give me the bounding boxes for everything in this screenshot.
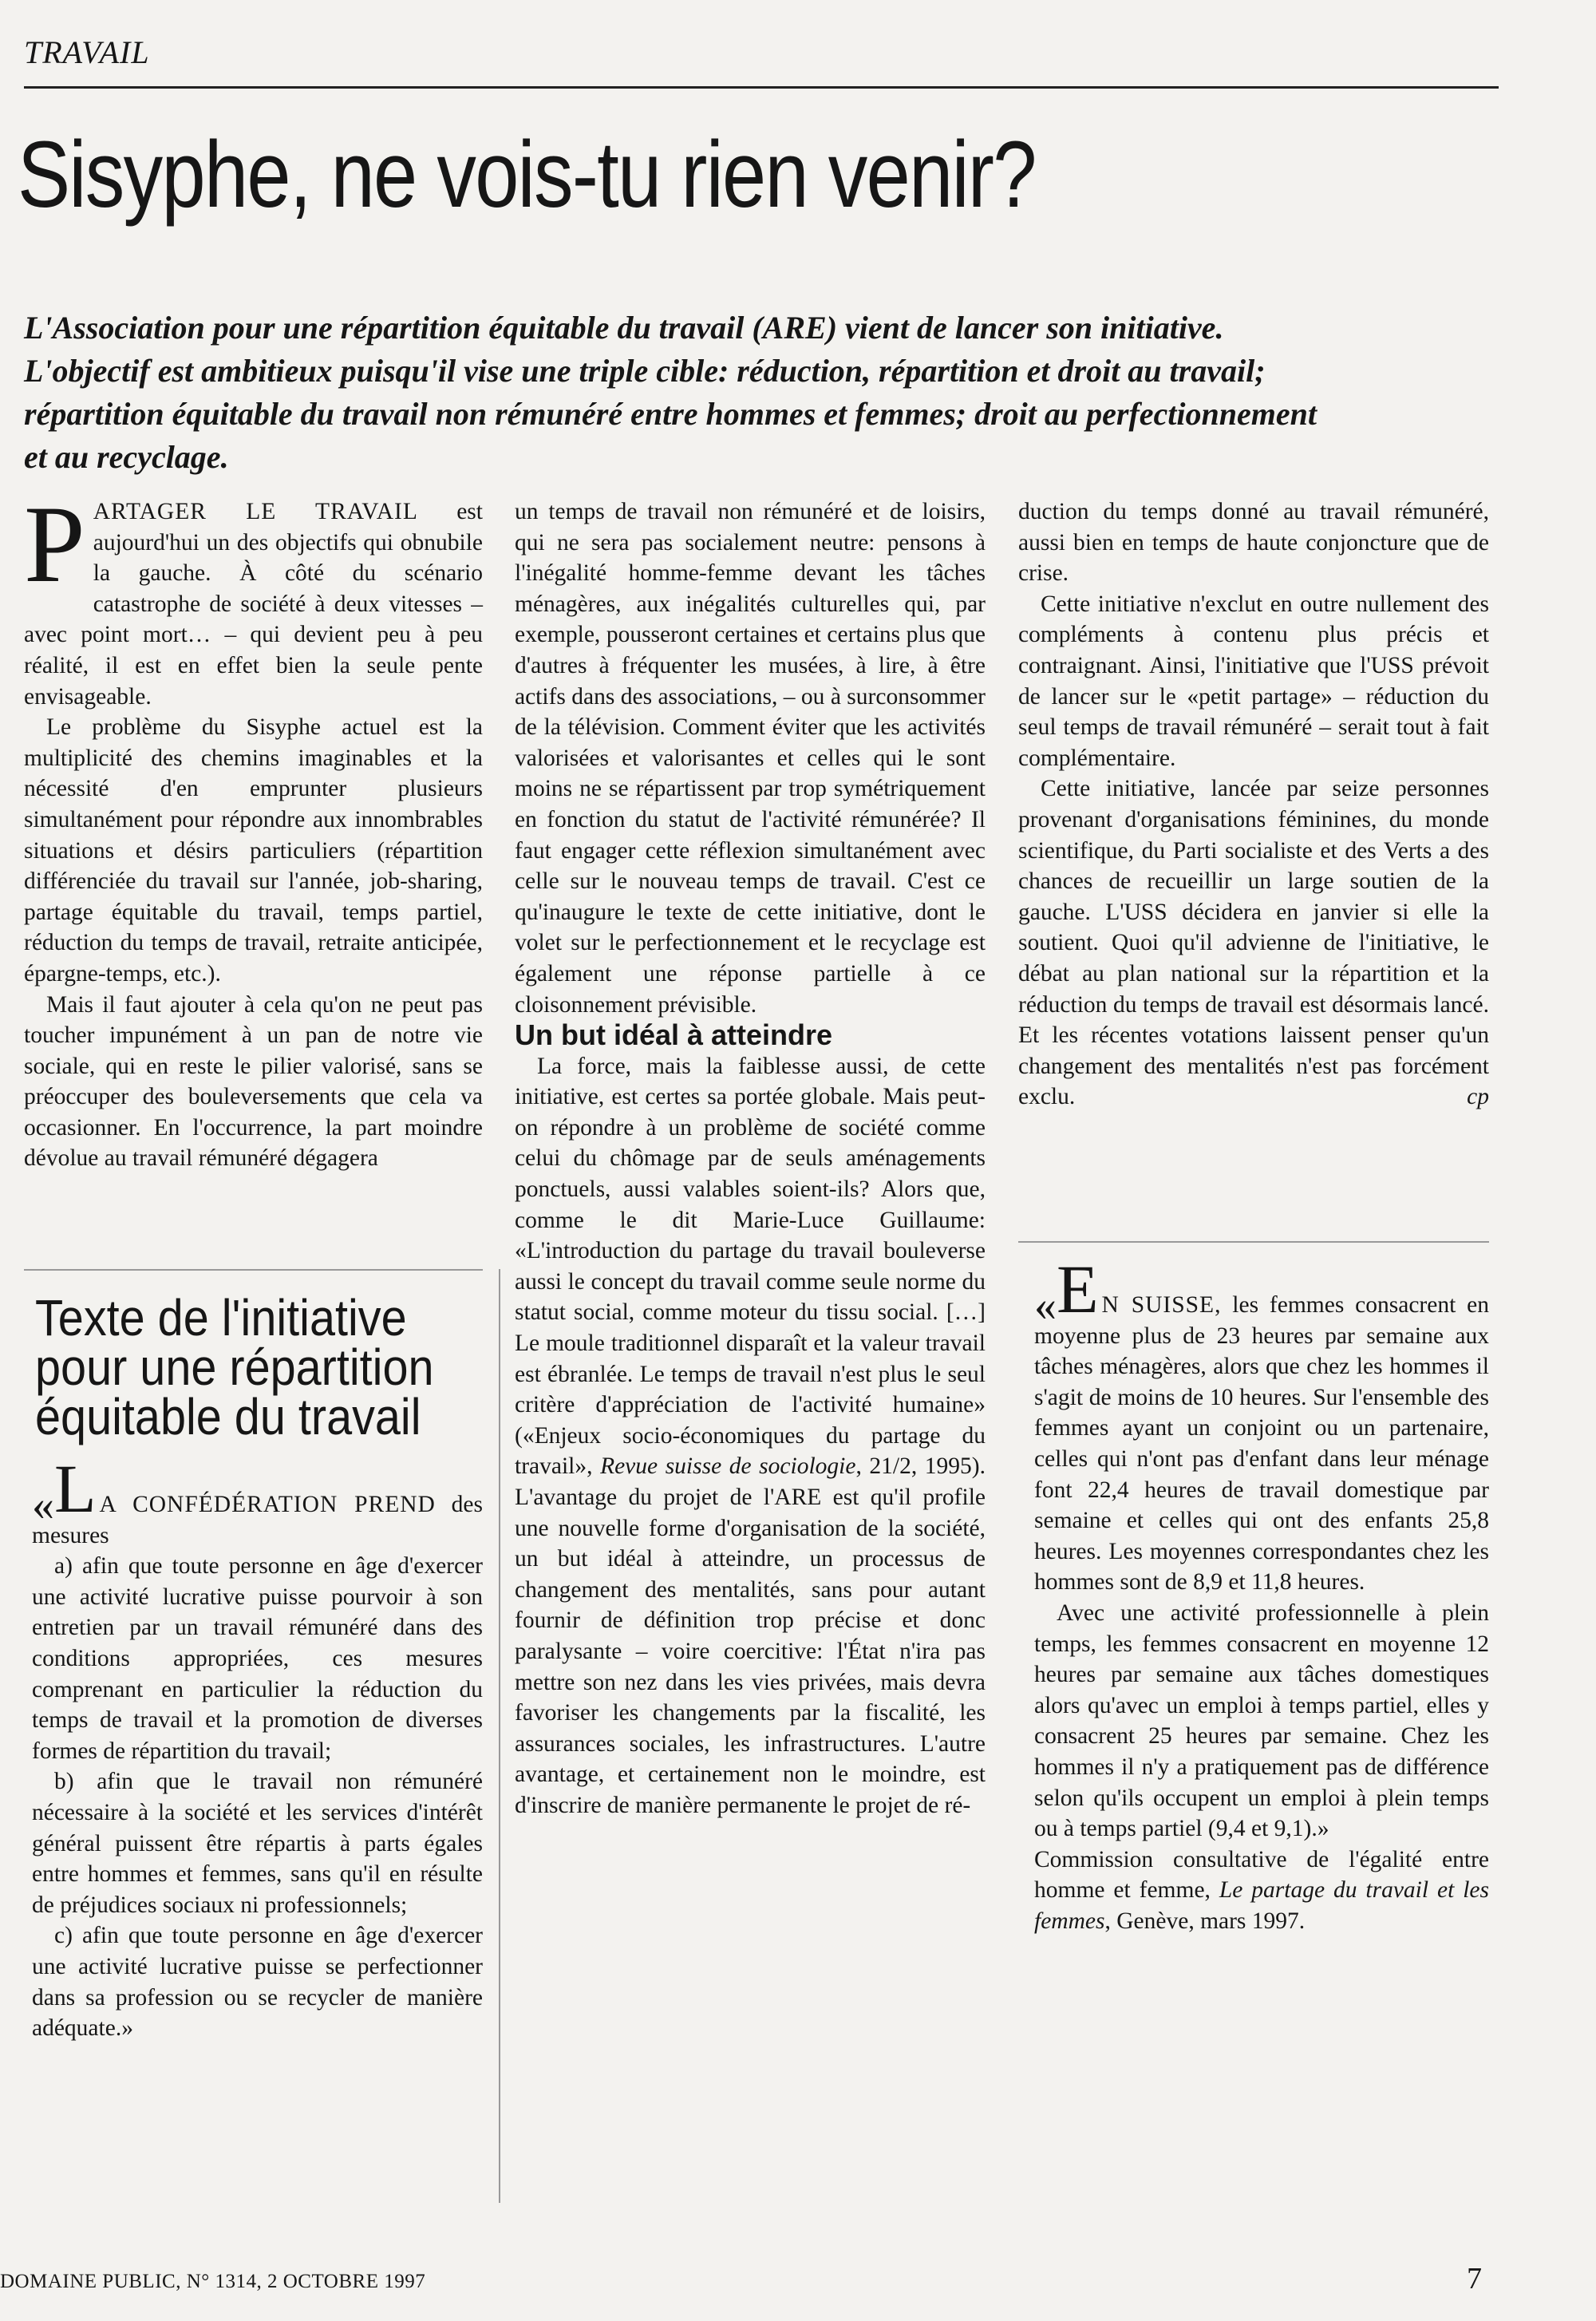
- quote-paragraph-2: Avec une activité professionnelle à plein temps, les femmes consacrent en moyenne 12 heures par semaine aux tâches domestiques alors qu'avec un emploi à temps partiel, elles y consacrent 25 heures par semaine. Chez les hommes il n'y a pratiquement pas de différence selon qu'ils occupent un emploi à plein temps ou à temps partiel (9,4 et 9,1).»: [1034, 1599, 1489, 1842]
- page-number: 7: [1467, 2262, 1482, 2295]
- quote-paragraph-1: «E N SUISSE, les femmes consacrent en moyenne plus de 23 heures par semaine aux tâches ménagères, alors que chez les hommes il s'agit de moins de 10 heures. Sur l'ensemble des femmes ayant un conjoint ou un partenaire, celles qui n'ont pas d'enfant dans leur ménage font 22,4 heures de travail domestique par semaine et celles qui ont des enfants 25,8 heures. Les moyennes correspondantes chez les hommes sont de 8,9 et 11,8 heures.: [1034, 1251, 1489, 1595]
- column-3: [1018, 496, 1489, 1113]
- article-title: Sisyphe, ne vois-tu rien venir?: [18, 122, 1036, 227]
- initiative-item-c: c) afin que toute personne en âge d'exercer une activité lucrative puisse se perfectionner dans sa profession ou se recycler de manière adéquate.»: [32, 1923, 483, 2042]
- col3-paragraph-1: duction du temps donné au travail rémunéré, aussi bien en temps de haute conjoncture que de crise.: [1018, 499, 1489, 587]
- dropcap: E: [1057, 1251, 1099, 1327]
- quote-source: Commission consultative de l'égalité entre homme et femme, Le partage du travail et les femmes, Genève, mars 1997.: [1034, 1846, 1489, 1934]
- col1-paragraph-1: PARTAGER LE TRAVAIL est aujourd'hui un des objectifs qui obnubile la gauche. À côté du scénario catastrophe de société à deux vitesses – avec point mort… – qui devient peu à peu réalité, il est en effet bien la seule pente envisageable.: [24, 483, 483, 710]
- col3-paragraph-2: Cette initiative n'exclut en outre nullement des compléments à contenu plus précis et contraignant. Ainsi, l'initiative que l'USS prévoit de lancer sur le «petit partage» – réduction du seul temps de travail rémunéré – serait tout à fait complémentaire.: [1018, 591, 1489, 771]
- initiative-item-a: a) afin que toute personne en âge d'exercer une activité lucrative puisse pourvoir à son entretien par un travail rémunéré dans des conditions appropriées, ces mesures comprenant en particulier la réduction du temps de travail et la promotion de diverses formes de répartition du travail;: [32, 1553, 483, 1764]
- col1-paragraph-3: Mais il faut ajouter à cela qu'on ne peut pas toucher impunément à un pan de notre vie sociale, qui en reste le pilier valorisé, sans se préoccuper des bouleversements que cela va occasionner. En l'occurrence, la part moindre dévolue au travail rémunéré dégagera: [24, 991, 483, 1172]
- column-2: [515, 496, 986, 1821]
- quote-box-rule: [1018, 1241, 1489, 1243]
- statistics-quote: [1034, 1251, 1489, 1936]
- author-signature: cp: [1467, 1084, 1489, 1110]
- col1-paragraph-2: Le problème du Sisyphe actuel est la multiplicité des chemins imaginables et la nécessité d'en emprunter plusieurs simultanément pour répondre aux innombrables situations et désirs particuliers (répartition différenciée du travail sur l'année, job-sharing, partage équitable du travail, temps partiel, réduction du temps de travail, retraite anticipée, épargne-temps, etc.).: [24, 714, 483, 987]
- lead-in: ARTAGER LE TRAVAIL: [93, 499, 418, 524]
- col2-paragraph-1: un temps de travail non rémunéré et de loisirs, qui ne sera pas socialement neutre: pensons à l'inégalité homme-femme devant les tâches ménagères, aux inégalités culturelles qui, par exemple, pousseront certaines et certains plus que d'autres à fréquenter les musées, à lire, à être actifs dans des associations, – ou à surconsommer de la télévision. Comment éviter que les activités valorisées et valorisantes et celles qui le sont moins ne se répartissent par trop symétriquement en fonction du statut de l'activité rémunérée? Il faut engager cette réflexion simultanément avec celle sur le nouveau temps de travail. C'est ce qu'inaugure le texte de cette initiative, dont le volet sur le perfectionnement et le recyclage est également une réponse partielle à ce cloisonnement prévisible.: [515, 499, 986, 1018]
- article-lede: L'Association pour une répartition équitable du travail (ARE) vient de lancer son initiative. L'objectif est ambitieux puisqu'il vise une triple cible: réduction, répartition et droit au travail; répartition équitable du travail non rémunéré entre hommes et femmes; droit au perfectionnement et au recyclage.: [24, 310, 1317, 475]
- dropcap: P: [24, 483, 85, 605]
- subheading: Un but idéal à atteindre: [515, 1018, 833, 1052]
- box-divider: [499, 1269, 500, 2203]
- col2-paragraph-2: La force, mais la faiblesse aussi, de cette initiative, est certes sa portée globale. Mais peut-on répondre à un problème de société comme celui du chômage par de seuls aménagements ponctuels, aussi valables soient-ils? Alors que, comme le dit Marie-Luce Guillaume: «L'introduction du partage du travail bouleverse aussi le concept du travail comme seule norme du statut social, comme moteur du tissu social. […] Le moule traditionnel disparaît et la valeur travail est ébranlée. Le temps de travail n'est plus le seul critère d'appréciation de l'activité humaine» («Enjeux socio-économiques du partage du travail», Revue suisse de sociologie, 21/2, 1995). L'avantage du projet de l'ARE est qu'il profile une nouvelle forme d'organisation de la société, un but idéal à atteindre, un processus de changement des mentalités, sans pour autant fournir de définition trop précise et donc paralysante – voire coercitive: l'État n'ira pas mettre son nez dans les vies privées, mais devra favoriser les changements par la fiscalité, les assurances sociales, les infrastructures. L'autre avantage, et certainement non le moindre, est d'inscrire de manière permanente le projet de ré-: [515, 1053, 986, 1818]
- section-label: TRAVAIL: [24, 34, 150, 70]
- initiative-intro: «L A CONFÉDÉRATION PREND des mesures: [32, 1450, 483, 1548]
- initiative-text: [32, 1450, 483, 2044]
- footer-publication: DOMAINE PUBLIC, N° 1314, 2 OCTOBRE 1997: [0, 2271, 426, 2292]
- box-rule-top: [24, 1269, 483, 1271]
- header-rule: [24, 86, 1499, 89]
- dropcap: L: [54, 1450, 97, 1527]
- box-title: Texte de l'initiative pour une répartition équitable du travail: [35, 1289, 434, 1445]
- initiative-item-b: b) afin que le travail non rémunéré nécessaire à la société et les services d'intérêt général puissent être répartis à parts égales entre hommes et femmes, sans qu'il en résulte de préjudices sociaux ni professionnels;: [32, 1769, 483, 1918]
- col3-paragraph-3: Cette initiative, lancée par seize personnes provenant d'organisations féminines, du monde scientifique, du Parti socialiste et des Verts a des chances de recueillir un large soutien de la gauche. L'USS décidera en janvier si elle la soutient. Quoi qu'il advienne de l'initiative, le débat au plan national sur la répartition et la réduction du temps de travail est désormais lancé. Et les récentes votations laissent penser qu'un changement des mentalités n'est pas forcément exclu. cp: [1018, 773, 1489, 1113]
- column-1: [24, 483, 483, 1174]
